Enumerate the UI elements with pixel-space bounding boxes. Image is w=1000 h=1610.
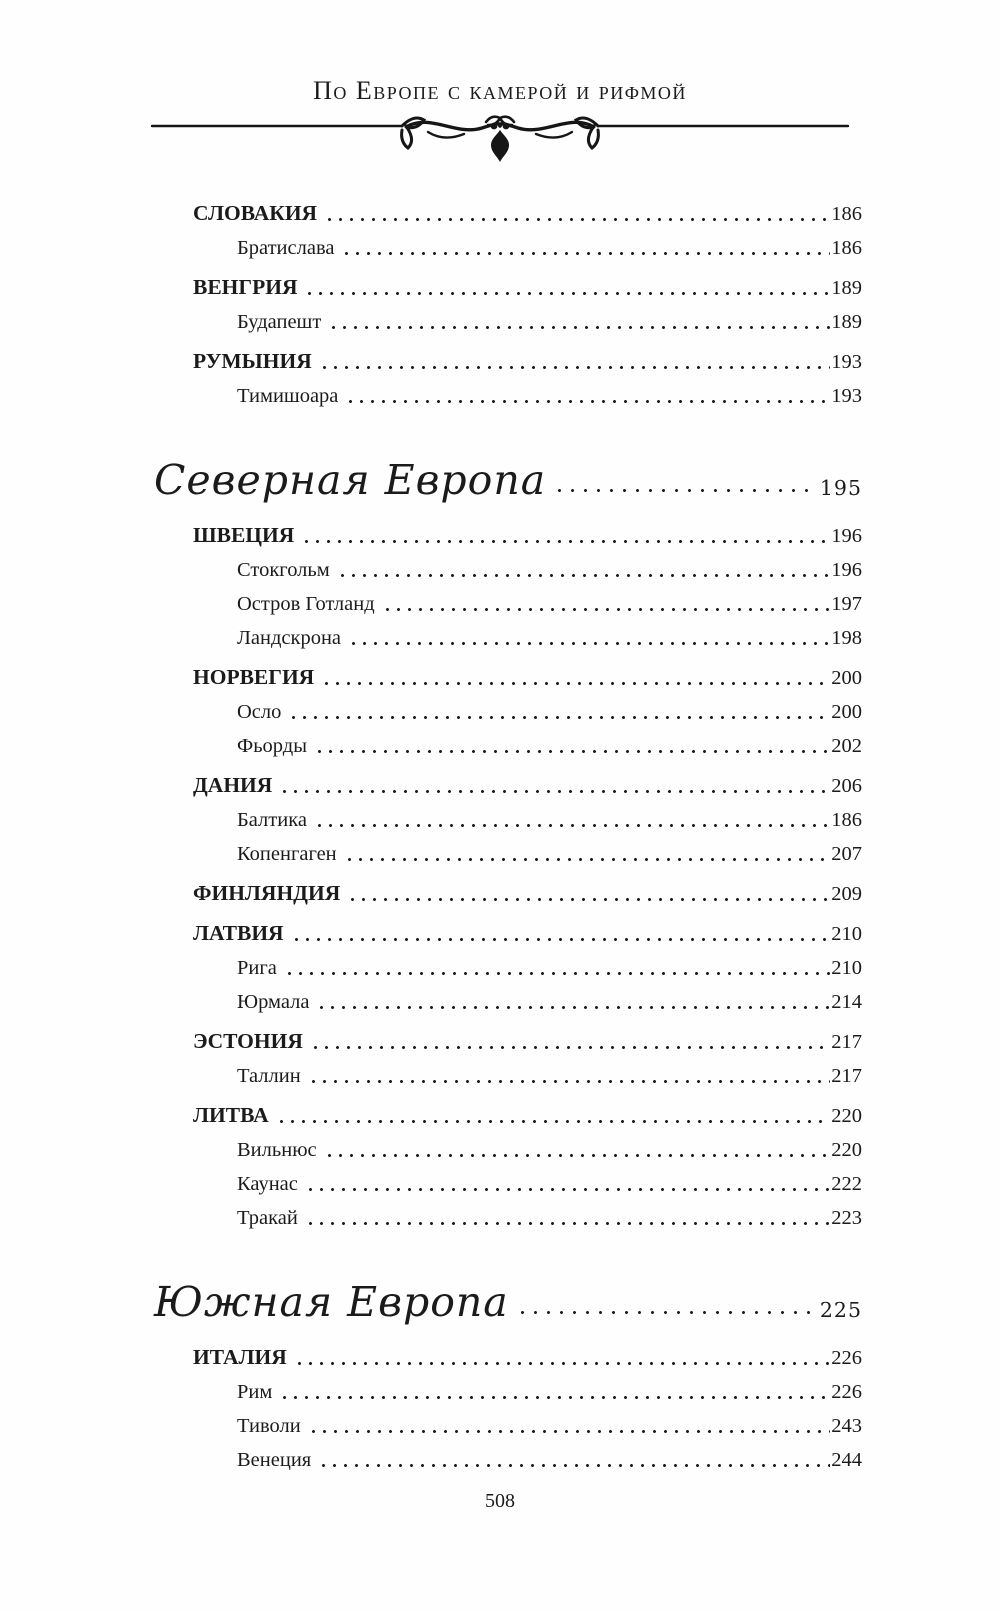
dot-leader xyxy=(516,1311,810,1314)
dot-leader xyxy=(305,1188,830,1191)
dot-leader xyxy=(305,1222,830,1225)
toc-entry-label: ИТАЛИЯ xyxy=(193,1345,287,1369)
toc-entry-label: РУМЫНИЯ xyxy=(193,349,312,373)
toc-entry-page: 186 xyxy=(831,809,862,831)
toc-entry-row xyxy=(150,1094,862,1128)
toc-entry-label: Балтика xyxy=(237,809,307,831)
toc-entry-page: 214 xyxy=(831,991,862,1013)
toc-entry-page: 217 xyxy=(831,1065,862,1087)
dot-leader xyxy=(310,1046,830,1049)
toc-entry-label: ШВЕЦИЯ xyxy=(193,523,295,547)
toc-section-label: Северная Европа xyxy=(154,456,547,504)
toc-entry-page: 189 xyxy=(831,311,862,333)
toc-entry-row xyxy=(150,1196,862,1230)
dot-leader xyxy=(553,489,810,492)
dot-leader xyxy=(382,608,831,611)
toc-entry-page: 210 xyxy=(831,957,862,979)
toc-entry-row xyxy=(150,1438,862,1472)
dot-leader xyxy=(308,1430,831,1433)
dot-leader xyxy=(304,292,830,295)
toc-entry-label: ВЕНГРИЯ xyxy=(193,275,298,299)
toc-entry-label: Будапешт xyxy=(237,311,322,333)
dot-leader xyxy=(347,898,830,901)
toc-entry-page: 217 xyxy=(831,1031,862,1053)
toc-entry-page: 202 xyxy=(831,735,862,757)
toc-entry-row xyxy=(150,374,862,408)
toc-entry-page: 189 xyxy=(831,277,862,299)
toc-entry-row xyxy=(150,1404,862,1438)
toc-entry-label: Вильнюс xyxy=(237,1139,317,1161)
dot-leader xyxy=(314,824,830,827)
toc-entry-page: 244 xyxy=(831,1449,862,1471)
dot-leader xyxy=(279,790,830,793)
toc-entry-label: ЭСТОНИЯ xyxy=(193,1029,303,1053)
toc-entry-row xyxy=(150,582,862,616)
dot-leader xyxy=(345,400,830,403)
toc-entry-row xyxy=(150,724,862,758)
dot-leader xyxy=(319,366,830,369)
dot-leader xyxy=(328,326,830,329)
toc-entry-label: ДАНИЯ xyxy=(193,773,273,797)
toc-entry-label: Братислава xyxy=(237,237,335,259)
toc-entry-page: 243 xyxy=(831,1415,862,1437)
toc-entry-label: Каунас xyxy=(237,1173,298,1195)
toc-entry-row xyxy=(150,1162,862,1196)
toc-entry-page: 225 xyxy=(819,1298,862,1322)
toc-entry-row xyxy=(150,266,862,300)
toc-entry-label: ЛИТВА xyxy=(193,1103,269,1127)
toc-entry-label: НОРВЕГИЯ xyxy=(193,665,315,689)
toc-entry-row xyxy=(150,300,862,334)
toc-entry-label: Тракай xyxy=(237,1207,298,1229)
toc-list xyxy=(150,192,862,1472)
toc-entry-row xyxy=(150,192,862,226)
footer-page-number: 508 xyxy=(485,1490,515,1512)
toc-entry-page: 210 xyxy=(831,923,862,945)
toc-entry-page: 206 xyxy=(831,775,862,797)
dot-leader xyxy=(276,1120,831,1123)
toc-entry-row xyxy=(150,616,862,650)
toc-entry-page: 193 xyxy=(831,351,862,373)
toc-entry-label: Юрмала xyxy=(237,991,310,1013)
toc-entry-page: 196 xyxy=(831,559,862,581)
toc-entry-row xyxy=(150,690,862,724)
toc-entry-row xyxy=(150,548,862,582)
toc-entry-label: Осло xyxy=(237,701,282,723)
dot-leader xyxy=(301,540,830,543)
toc-entry-row xyxy=(150,1370,862,1404)
toc-entry-page: 220 xyxy=(831,1105,862,1127)
toc-entry-label: Венеция xyxy=(237,1449,312,1471)
toc-entry-page: 226 xyxy=(831,1347,862,1369)
toc-entry-page: 200 xyxy=(831,701,862,723)
toc-entry-label: Тиволи xyxy=(237,1415,301,1437)
toc-section-label: Южная Европа xyxy=(154,1278,509,1326)
dot-leader xyxy=(324,218,830,221)
toc-entry-page: 195 xyxy=(819,476,862,500)
toc-entry-label: ФИНЛЯНДИЯ xyxy=(193,881,341,905)
dot-leader xyxy=(316,1006,830,1009)
toc-entry-label: Таллин xyxy=(237,1065,301,1087)
dot-leader xyxy=(341,252,830,255)
dot-leader xyxy=(318,1464,830,1467)
dot-leader xyxy=(279,1396,830,1399)
toc-entry-label: Рим xyxy=(237,1381,273,1403)
toc-entry-page: 200 xyxy=(831,667,862,689)
toc-entry-row xyxy=(150,226,862,260)
dot-leader xyxy=(337,574,831,577)
dot-leader xyxy=(288,716,830,719)
dot-leader xyxy=(344,858,831,861)
toc-entry-label: Рига xyxy=(237,957,277,979)
toc-entry-page: 198 xyxy=(831,627,862,649)
toc-entry-row xyxy=(150,514,862,548)
toc-entry-row xyxy=(150,656,862,690)
toc-entry-page: 193 xyxy=(831,385,862,407)
dot-leader xyxy=(284,972,830,975)
toc-section-row xyxy=(150,444,862,504)
toc-entry-row xyxy=(150,1336,862,1370)
toc-entry-page: 196 xyxy=(831,525,862,547)
dot-leader xyxy=(314,750,830,753)
toc-entry-page: 207 xyxy=(831,843,862,865)
toc-entry-row xyxy=(150,912,862,946)
toc-entry-row xyxy=(150,872,862,906)
toc-entry-row xyxy=(150,1128,862,1162)
toc-entry-label: ЛАТВИЯ xyxy=(193,921,284,945)
toc-entry-row xyxy=(150,764,862,798)
toc-entry-row xyxy=(150,1054,862,1088)
toc-entry-row xyxy=(150,798,862,832)
toc-entry-label: Остров Готланд xyxy=(237,593,375,615)
toc-entry-page: 220 xyxy=(831,1139,862,1161)
toc-entry-row xyxy=(150,340,862,374)
dot-leader xyxy=(348,642,830,645)
toc-entry-label: Фьорды xyxy=(237,735,307,757)
toc-entry-label: Копенгаген xyxy=(237,843,337,865)
toc-entry-label: Стокгольм xyxy=(237,559,330,581)
running-title: По Европе с камерой и рифмой xyxy=(313,76,687,105)
toc-entry-page: 209 xyxy=(831,883,862,905)
toc-entry-page: 186 xyxy=(831,203,862,225)
toc-entry-row xyxy=(150,946,862,980)
toc-entry-page: 226 xyxy=(831,1381,862,1403)
toc-entry-page: 186 xyxy=(831,237,862,259)
toc-entry-page: 197 xyxy=(831,593,862,615)
flourish-divider-icon xyxy=(150,110,850,166)
dot-leader xyxy=(291,938,831,941)
toc-entry-label: Ландскрона xyxy=(237,627,342,649)
toc-entry-row xyxy=(150,1020,862,1054)
dot-leader xyxy=(324,1154,831,1157)
dot-leader xyxy=(321,682,830,685)
toc-entry-row xyxy=(150,980,862,1014)
dot-leader xyxy=(294,1362,830,1365)
toc-section-row xyxy=(150,1266,862,1326)
toc-entry-page: 223 xyxy=(831,1207,862,1229)
toc-entry-label: Тимишоара xyxy=(237,385,339,407)
dot-leader xyxy=(308,1080,831,1083)
toc-entry-label: СЛОВАКИЯ xyxy=(193,201,318,225)
toc-entry-page: 222 xyxy=(831,1173,862,1195)
toc-entry-row xyxy=(150,832,862,866)
